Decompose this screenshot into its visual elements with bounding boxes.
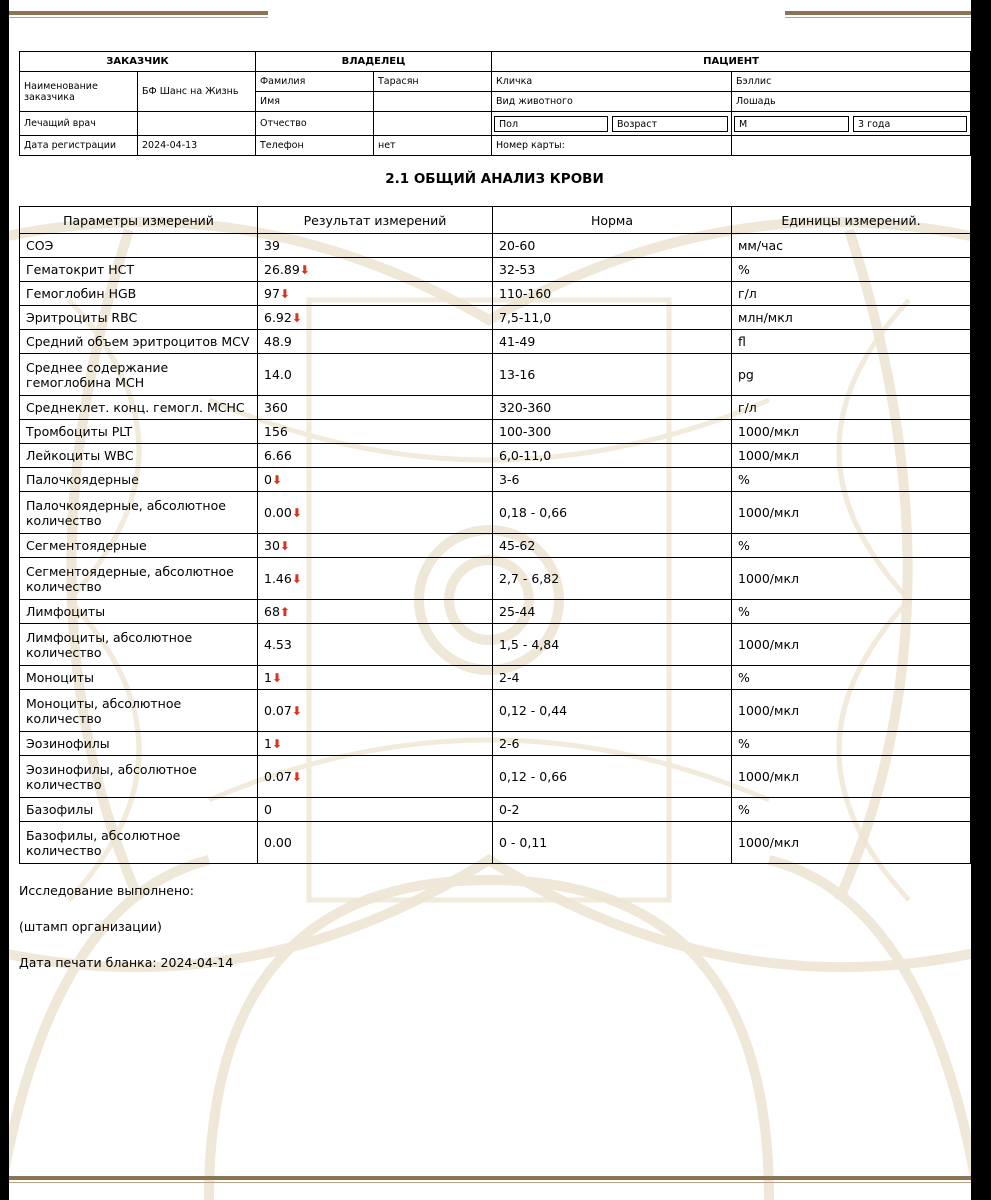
table-row [20,732,971,756]
species-value: Лошадь [732,92,971,112]
unit-cell: 1000/мкл [732,420,971,444]
param-cell: Эритроциты RBC [20,306,258,330]
result-cell [258,690,493,732]
result-cell [258,468,493,492]
table-row [20,444,971,468]
table-row [20,492,971,534]
table-row [20,624,971,666]
norm-cell: 32-53 [493,258,732,282]
param-cell: Лимфоциты, абсолютное количество [20,624,258,666]
param-cell: Лимфоциты [20,600,258,624]
customer-name-label: Наименование заказчика [20,72,138,112]
norm-cell: 100-300 [493,420,732,444]
result-cell [258,234,493,258]
unit-cell: pg [732,354,971,396]
arrow-down-icon: ⬇ [291,505,302,520]
customer-name: БФ Шанс на Жизнь [138,72,256,112]
norm-cell: 0,12 - 0,44 [493,690,732,732]
column-header-unit: Единицы измерений. [732,207,971,234]
result-cell [258,600,493,624]
results-table [19,206,971,864]
param-cell: Моноциты, абсолютное количество [20,690,258,732]
result-cell [258,666,493,690]
patient-title: ПАЦИЕНТ [492,52,971,72]
result-value: 1 [264,669,272,685]
param-cell: СОЭ [20,234,258,258]
results-body [20,234,971,864]
arrow-down-icon: ⬇ [291,310,302,325]
patronymic-value [374,112,492,136]
norm-cell: 0 - 0,11 [493,822,732,864]
table-row [20,354,971,396]
result-value: 30 [264,537,280,553]
arrow-down-icon: ⬇ [291,769,302,784]
arrow-down-icon: ⬇ [279,538,290,553]
result-value: 0.07 [264,702,292,718]
table-row [20,534,971,558]
norm-cell: 1,5 - 4,84 [493,624,732,666]
result-value: 0.00 [264,504,292,520]
table-row [20,690,971,732]
print-date: Дата печати бланка: 2024-04-14 [19,955,234,970]
customer-title: ЗАКАЗЧИК [20,52,256,72]
name-value [374,92,492,112]
result-value: 26.89 [264,261,300,277]
param-cell: Среднеклет. конц. гемогл. MCHC [20,396,258,420]
doctor-value [138,112,256,136]
norm-cell: 0,18 - 0,66 [493,492,732,534]
result-cell [258,396,493,420]
result-cell [258,330,493,354]
param-cell: Базофилы [20,798,258,822]
table-row [20,234,971,258]
result-cell [258,732,493,756]
doctor-label: Лечащий врач [20,112,138,136]
age-label: Возраст [612,116,728,132]
column-header-norm: Норма [493,207,732,234]
param-cell: Базофилы, абсолютное количество [20,822,258,864]
top-right-bar [785,11,971,15]
reg-date-label: Дата регистрации [20,136,138,156]
table-row [20,420,971,444]
table-row [20,558,971,600]
norm-cell: 2-6 [493,732,732,756]
result-cell [258,558,493,600]
arrow-down-icon: ⬇ [271,670,283,685]
reg-date-value: 2024-04-13 [138,136,256,156]
norm-cell: 6,0-11,0 [493,444,732,468]
column-header-result: Результат измерений [258,207,493,234]
result-cell [258,306,493,330]
name-label: Имя [256,92,374,112]
norm-cell: 45-62 [493,534,732,558]
result-value: 14.0 [264,367,292,382]
table-row [20,666,971,690]
result-cell [258,354,493,396]
norm-cell: 0-2 [493,798,732,822]
unit-cell: % [732,600,971,624]
table-row [20,282,971,306]
arrow-down-icon: ⬇ [279,286,290,301]
unit-cell: % [732,258,971,282]
result-value: 0.00 [264,835,292,850]
result-value: 4.53 [264,637,292,652]
section-title: 2.1 ОБЩИЙ АНАЛИЗ КРОВИ [385,171,604,187]
unit-cell: 1000/мкл [732,624,971,666]
table-row [20,798,971,822]
arrow-up-icon: ⬆ [279,604,290,619]
header-table [19,51,971,156]
param-cell: Сегментоядерные, абсолютное количество [20,558,258,600]
result-value: 1.46 [264,570,292,586]
phone-value: нет [374,136,492,156]
lab-report-page [9,0,971,1200]
param-cell: Гемоглобин HGB [20,282,258,306]
norm-cell: 3-6 [493,468,732,492]
result-value: 39 [264,238,280,253]
result-value: 6.66 [264,448,292,463]
table-row [20,330,971,354]
arrow-down-icon: ⬇ [291,703,302,718]
norm-cell: 7,5-11,0 [493,306,732,330]
unit-cell: 1000/мкл [732,492,971,534]
surname-value: Тарасян [374,72,492,92]
arrow-down-icon: ⬇ [299,262,310,277]
card-value [732,136,971,156]
unit-cell: 1000/мкл [732,690,971,732]
result-value: 156 [264,424,288,439]
card-label: Номер карты: [492,136,732,156]
unit-cell: 1000/мкл [732,444,971,468]
unit-cell: г/л [732,282,971,306]
top-left-bar [9,11,268,15]
norm-cell: 20-60 [493,234,732,258]
result-cell [258,492,493,534]
column-header-param: Параметры измерений [20,207,258,234]
norm-cell: 25-44 [493,600,732,624]
sex-age-labels [492,112,732,136]
table-row [20,468,971,492]
owner-title: ВЛАДЕЛЕЦ [256,52,492,72]
unit-cell: % [732,798,971,822]
result-cell [258,444,493,468]
result-value: 97 [264,285,280,301]
surname-label: Фамилия [256,72,374,92]
species-label: Вид животного [492,92,732,112]
result-value: 0 [264,802,272,817]
result-value: 0 [264,471,272,487]
param-cell: Палочкоядерные [20,468,258,492]
param-cell: Тромбоциты PLT [20,420,258,444]
result-value: 360 [264,400,288,415]
norm-cell: 110-160 [493,282,732,306]
norm-cell: 2-4 [493,666,732,690]
result-cell [258,258,493,282]
param-cell: Эозинофилы, абсолютное количество [20,756,258,798]
param-cell: Моноциты [20,666,258,690]
norm-cell: 41-49 [493,330,732,354]
unit-cell: 1000/мкл [732,558,971,600]
result-value: 0.07 [264,768,292,784]
table-row [20,756,971,798]
table-row [20,600,971,624]
nickname-value: Бэллис [732,72,971,92]
result-value: 1 [264,735,272,751]
norm-cell: 320-360 [493,396,732,420]
result-value: 6.92 [264,309,292,325]
stamp-placeholder: (штамп организации) [19,919,162,934]
performed-by: Исследование выполнено: [19,883,194,898]
unit-cell: 1000/мкл [732,822,971,864]
result-cell [258,282,493,306]
result-cell [258,822,493,864]
norm-cell: 0,12 - 0,66 [493,756,732,798]
param-cell: Гематокрит HCT [20,258,258,282]
arrow-down-icon: ⬇ [271,472,283,487]
param-cell: Лейкоциты WBC [20,444,258,468]
result-cell [258,420,493,444]
result-cell [258,624,493,666]
result-value: 48.9 [264,334,292,349]
table-row [20,258,971,282]
unit-cell: fl [732,330,971,354]
param-cell: Среднее содержание гемоглобина MCH [20,354,258,396]
unit-cell: млн/мкл [732,306,971,330]
sex-label: Пол [494,116,608,132]
nickname-label: Кличка [492,72,732,92]
norm-cell: 2,7 - 6,82 [493,558,732,600]
unit-cell: г/л [732,396,971,420]
phone-label: Телефон [256,136,374,156]
result-value: 68 [264,603,280,619]
result-cell [258,798,493,822]
unit-cell: % [732,732,971,756]
bottom-bar [9,1176,971,1180]
param-cell: Средний объем эритроцитов MCV [20,330,258,354]
sex-age-values [732,112,971,136]
age-value: 3 года [853,116,967,132]
arrow-down-icon: ⬇ [271,736,283,751]
sex-value: М [734,116,849,132]
param-cell: Палочкоядерные, абсолютное количество [20,492,258,534]
table-row [20,396,971,420]
unit-cell: 1000/мкл [732,756,971,798]
unit-cell: % [732,666,971,690]
arrow-down-icon: ⬇ [291,571,302,586]
result-cell [258,756,493,798]
result-cell [258,534,493,558]
param-cell: Сегментоядерные [20,534,258,558]
unit-cell: мм/час [732,234,971,258]
patronymic-label: Отчество [256,112,374,136]
table-row [20,822,971,864]
table-row [20,306,971,330]
param-cell: Эозинофилы [20,732,258,756]
norm-cell: 13-16 [493,354,732,396]
unit-cell: % [732,468,971,492]
unit-cell: % [732,534,971,558]
